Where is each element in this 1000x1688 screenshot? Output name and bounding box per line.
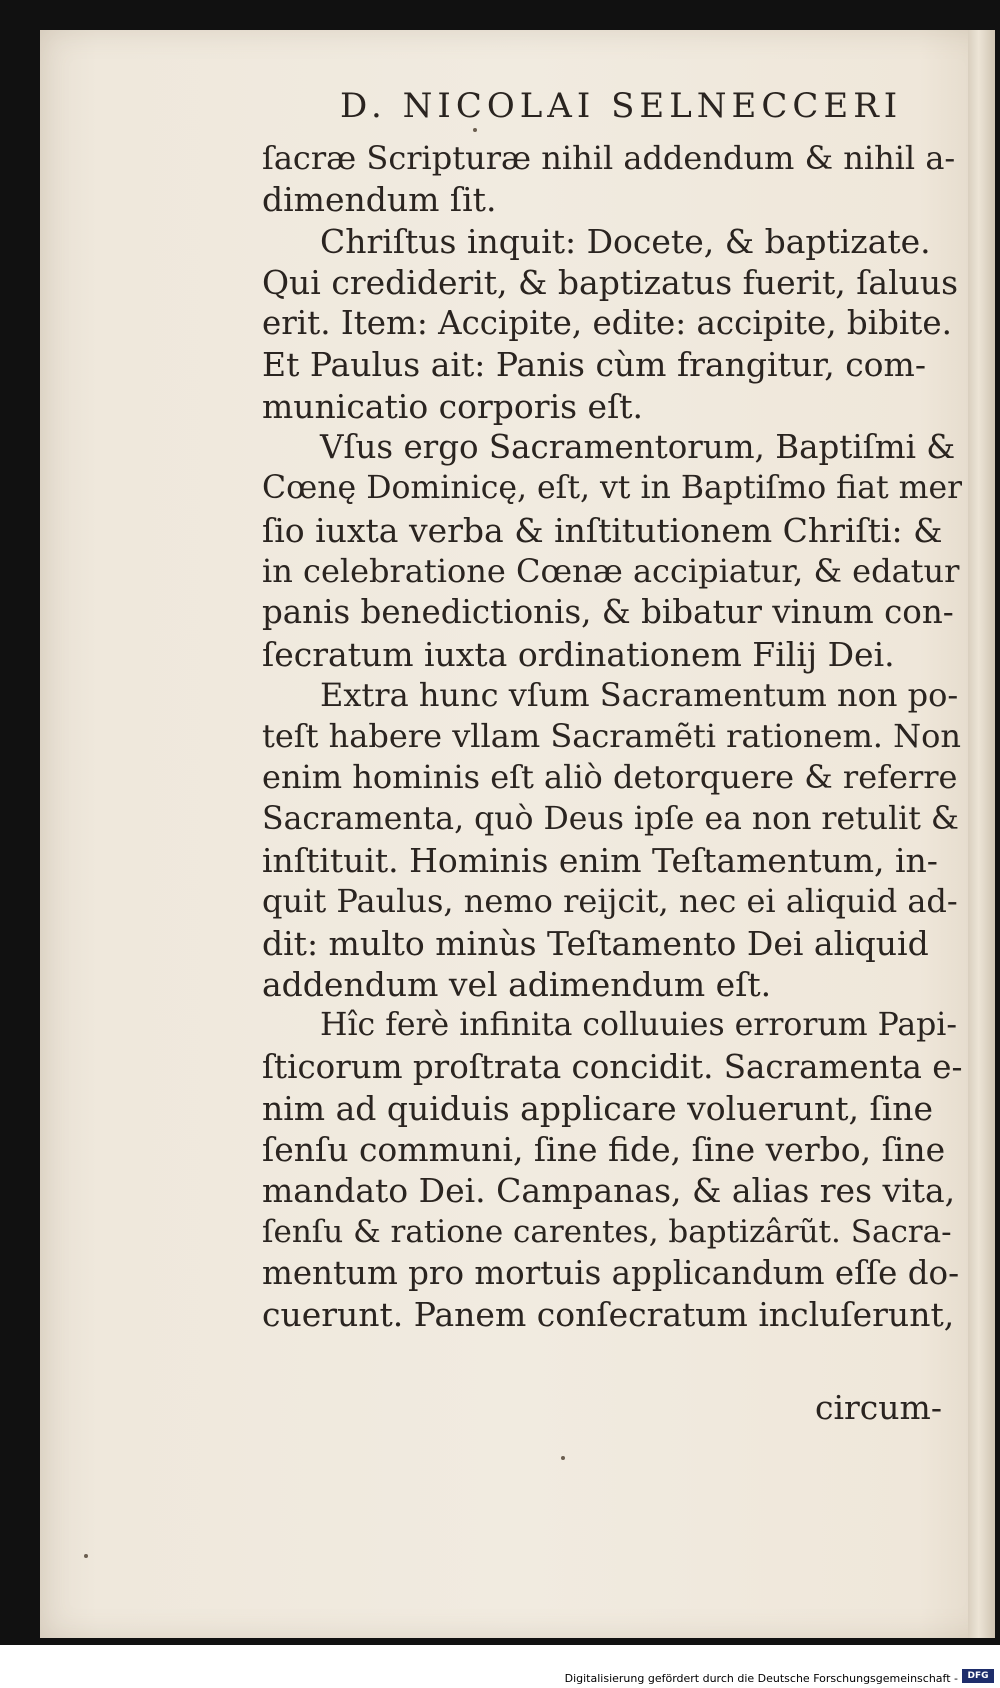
catchword: circum- [815,1388,942,1427]
text-line: dit: multo minùs Teſtamento Dei aliquid [262,923,929,963]
text-line: in celebratione Cœnæ accipiatur, & edatur [262,551,960,590]
text-line: mandato Dei. Campanas, & alias res vita, [262,1171,956,1211]
text-line: ſenſu & ratione carentes, baptizârũt. Sacra- [262,1213,952,1250]
running-head: D. NICOLAI SELNECCERI [340,86,903,126]
text-line: ſio iuxta verba & inſtitutionem Chriſti: & [262,510,943,550]
text-line: Chriſtus inquit: Docete, & baptizate. [320,221,931,261]
text-line: ſacræ Scripturæ nihil addendum & nihil a- [262,139,956,177]
body-text [262,138,962,1336]
text-line: Qui crediderit, & baptizatus fuerit, ſaluus [262,262,959,302]
text-line: mentum pro mortuis applicandum eſſe do- [262,1254,960,1293]
text-line: enim hominis eſt aliò detorquere & referre [262,758,958,797]
text-line: panis benedictionis, & bibatur vinum con- [262,593,954,632]
ink-speck [473,128,477,132]
text-line: erit. Item: Accipite, edite: accipite, bibite. [262,304,952,343]
text-line: teſt habere vllam Sacramẽti rationem. Non [262,717,962,756]
text-line: Extra hunc vſum Sacramentum non po- [320,675,959,714]
text-line: dimendum ſit. [262,180,497,220]
ink-speck [561,1456,565,1460]
text-line: Cœnę Dominicę, eſt, vt in Baptiſmo fiat mer [262,470,962,507]
text-line: Et Paulus ait: Panis cùm frangitur, com- [262,345,926,385]
text-line: quit Paulus, nemo reijcit, nec ei aliquid ad- [262,882,958,921]
text-line: inſtituit. Hominis enim Teſtamentum, in- [262,841,938,881]
ink-speck [84,1554,88,1558]
text-line: Vſus ergo Sacramentorum, Baptiſmi & [320,428,956,467]
text-line: ſenſu communi, ſine fide, ſine verbo, ſine [262,1130,946,1170]
text-line: municatio corporis eſt. [262,386,644,426]
text-line: Hîc ferè infinita colluuies errorum Papi- [320,1007,958,1044]
text-line: nim ad quiduis applicare voluerunt, ſine [262,1088,934,1128]
digitization-credit: Digitalisierung gefördert durch die Deutsche Forschungsgemeinschaft - [564,1672,958,1685]
text-line: Sacramenta, quò Deus ipſe ea non retulit & [262,800,959,837]
text-line: ſticorum proſtrata concidit. Sacramenta e- [262,1047,962,1086]
text-line: ſecratum iuxta ordinationem Filij Dei. [262,634,895,674]
dfg-logo: DFG [962,1669,994,1683]
page-edge [968,30,995,1638]
text-line: addendum vel adimendum eſt. [262,964,772,1004]
text-line: cuerunt. Panem conſecratum incluſerunt, [262,1295,955,1335]
